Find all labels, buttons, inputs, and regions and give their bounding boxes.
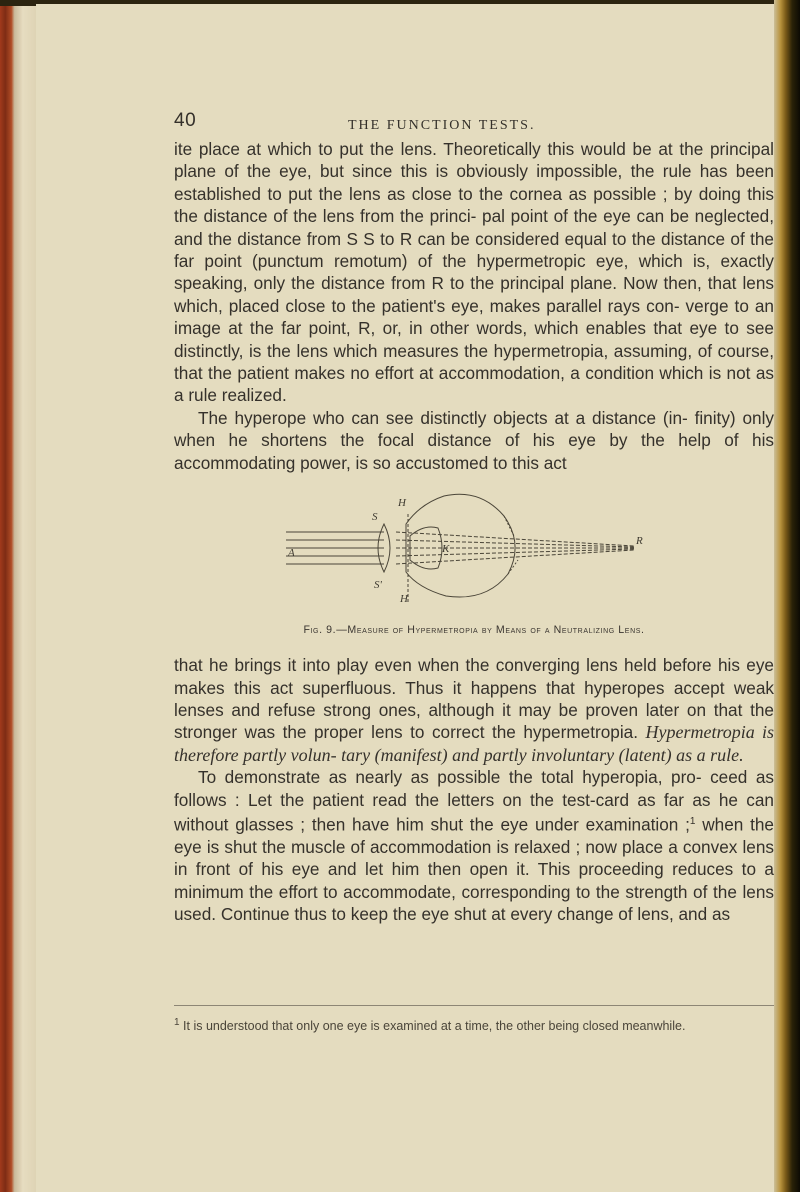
footnote-text: It is understood that only one eye is examined at a time, the other being closed meanwhile. [179, 1019, 686, 1034]
lens-diagram [174, 484, 774, 620]
paragraph-3-italic: Hypermetropia is therefore partly volun- tary (manifest) and partly involuntary (latent) as a rule. [174, 722, 774, 765]
label-h-bottom: H [400, 593, 408, 606]
paragraph-4-start: To demonstrate as nearly as possible the total hyperopia, pro- ceed as follows : Let the patient read the letters on the test-card as far as he can without glasses ; then have him shut the eye under examination ; [174, 767, 774, 835]
page-content [174, 110, 774, 926]
label-r: R [636, 535, 643, 548]
paragraph-1: ite place at which to put the lens. Theoretically this would be at the principal plane of the eye, but since this is obviously impossible, the rule has been established to put the lens as close to the cornea as possible ; by doing this the distance of the lens from the princi- pal point of the eye can be neglected, and the distance from S S to R can be considered equal to the distance of the far point (punctum remotum) of the hypermetropic eye, which is, exactly speaking, only the distance from R to the principal plane. Now then, that lens which, placed close to the patient's eye, makes parallel rays con- verge to an image at the far point, R, or, in other words, which enables that eye to see distinctly, is the lens which measures the hypermetropia, assuming, of course, that the patient makes no effort at accommodation, a condition which is not as a rule realized. [174, 139, 774, 406]
paragraph-2: The hyperope who can see distinctly objects at a distance (in- finity) only when he shortens the focal distance of his eye by the help of his accommodating power, is so accustomed to this act [174, 407, 774, 473]
footnote-reference[interactable]: 1 [689, 815, 696, 827]
book-edge-right [774, 0, 800, 1192]
footnote [174, 1014, 774, 1035]
paragraph-4-end: when the eye is shut the muscle of accommodation is relaxed ; now place a convex lens in front of his eye and let him then open it. This proceeding reduces to a minimum the effort to accommodate, corresponding to the strength of the lens used. Continue thus to keep the eye shut at every change of lens, and as [174, 814, 774, 925]
paragraph-3-text: that he brings it into play even when the converging lens held before his eye makes this act superfluous. Thus it happens that hyperopes accept weak lenses and refuse strong ones, although it may be proven later on that the stronger was the proper lens to correct the hypermetropia. [174, 655, 774, 743]
label-a: A [288, 547, 295, 560]
label-s-bottom: S' [374, 579, 382, 592]
paragraph-3 [174, 654, 774, 766]
label-h-top: H [398, 497, 406, 510]
eye-outline [406, 494, 515, 597]
footnote-mark: 1 [174, 1017, 180, 1028]
book-spine-left [0, 0, 38, 1192]
label-s-top: S [372, 511, 378, 524]
footnote-divider [174, 1005, 774, 1006]
paragraph-4 [174, 766, 774, 926]
running-head [174, 110, 774, 138]
figure-9 [174, 484, 774, 620]
figure-caption: Fig. 9.—Measure of Hypermetropia by Means of a Neutralizing Lens. [303, 624, 645, 637]
label-k: K [442, 543, 450, 556]
page-number: 40 [174, 110, 197, 131]
running-title: THE FUNCTION TESTS. [348, 118, 536, 133]
